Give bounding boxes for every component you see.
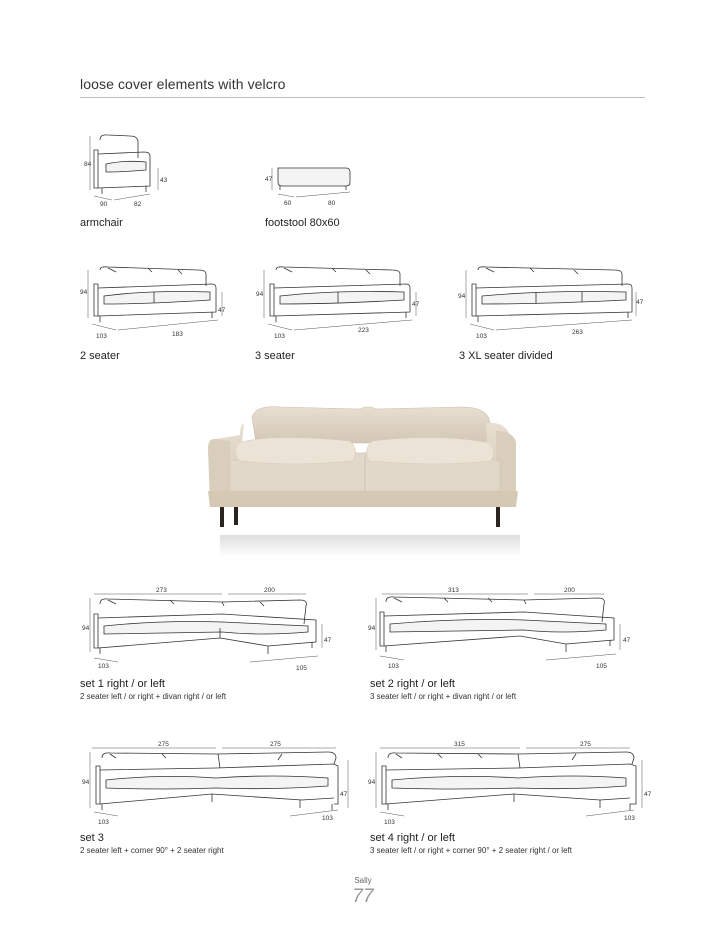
set1-dim-width2: 200 [264,587,275,594]
set2-dim-depth: 103 [388,663,399,670]
three-seater-dim-seat: 47 [412,301,420,308]
three-xl-seater-caption: 3 XL seater divided [459,350,553,362]
set2-caption: set 2 right / or left [370,678,455,690]
three-xl-seater-dim-width: 263 [572,329,583,336]
set2-dim-height: 94 [368,625,376,632]
two-seater-dim-depth: 103 [96,333,107,340]
set4-drawing [368,738,650,828]
two-seater-caption: 2 seater [80,350,120,362]
set2-dim-divan: 105 [596,663,607,670]
set4-subcaption: 3 seater left / or right + corner 90° + 2 seater right / or left [370,846,572,855]
footstool-dim-width: 60 [284,200,292,207]
set4-dim-width2: 275 [580,741,591,748]
armchair-caption: armchair [80,217,123,229]
set2-subcaption: 3 seater left / or right + divan right / or left [370,692,517,701]
three-xl-seater-dim-seat: 47 [636,299,644,306]
set3-caption: set 3 [80,832,104,844]
set4-caption: set 4 right / or left [370,832,455,844]
set3-dim-depth: 103 [98,819,109,826]
set2-dim-seat: 47 [623,637,631,644]
set1-dim-divan: 105 [296,665,307,672]
set3-drawing [82,738,352,828]
set1-dim-width1: 273 [156,587,167,594]
three-seater-caption: 3 seater [255,350,295,362]
footstool-dim-depth: 80 [328,200,336,207]
set4-dim-depth: 103 [384,819,395,826]
footstool-drawing [262,160,357,212]
two-seater-dim-height: 94 [80,289,88,296]
three-seater-dim-depth: 103 [274,333,285,340]
three-seater-drawing [254,262,424,342]
three-seater-dim-height: 94 [256,291,264,298]
set3-subcaption: 2 seater left + corner 90° + 2 seater right [80,846,224,855]
three-seater-dim-width: 223 [358,327,369,334]
set4-dim-seat: 47 [644,791,652,798]
footer-brand: Sally [354,876,372,885]
set3-dim-width2: 275 [270,741,281,748]
set1-dim-seat: 47 [324,637,332,644]
page-number: 77 [352,886,374,907]
footstool-caption: footstool 80x60 [265,217,340,229]
armchair-dim-depth: 82 [134,201,142,208]
armchair-dim-height: 84 [84,161,92,168]
set4-dim-height: 94 [368,779,376,786]
set3-dim-depth2: 103 [322,815,333,822]
set1-dim-height: 94 [82,625,90,632]
set1-drawing [82,584,332,676]
armchair-drawing [84,128,189,212]
set2-dim-width2: 200 [564,587,575,594]
page-title: loose cover elements with velcro [80,76,286,92]
title-divider [80,97,645,98]
three-xl-seater-dim-depth: 103 [476,333,487,340]
two-seater-dim-seat: 47 [218,307,226,314]
sofa-photo [200,395,530,570]
set4-dim-width1: 315 [454,741,465,748]
two-seater-dim-width: 183 [172,331,183,338]
set4-dim-depth2: 103 [624,815,635,822]
three-xl-seater-dim-height: 94 [458,293,466,300]
armchair-dim-width: 90 [100,201,108,208]
set1-dim-depth: 103 [98,663,109,670]
three-xl-seater-drawing [456,262,646,342]
footstool-dim-height: 47 [265,176,273,183]
armchair-dim-seat: 43 [160,177,168,184]
two-seater-drawing [78,262,233,342]
set3-dim-seat: 47 [340,791,348,798]
set3-dim-width1: 275 [158,741,169,748]
set3-dim-height: 94 [82,779,90,786]
set1-subcaption: 2 seater left / or right + divan right / or left [80,692,227,701]
set2-dim-width1: 313 [448,587,459,594]
set1-caption: set 1 right / or left [80,678,165,690]
set2-drawing [368,584,638,676]
